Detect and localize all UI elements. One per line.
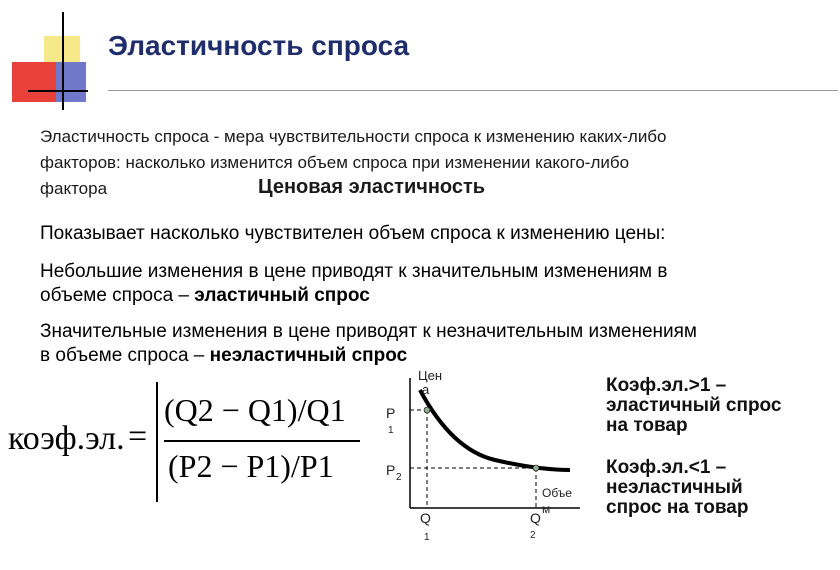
- ornament-vertical-line: [62, 12, 64, 110]
- paragraph-2-plain: объеме спроса –: [40, 285, 195, 306]
- p1-letter: P: [386, 405, 396, 421]
- slide-title: Эластичность спроса: [108, 30, 410, 61]
- paragraph-2-line-2: [40, 284, 810, 308]
- inelastic-note-line-1: Коэф.эл.<1 –: [606, 457, 727, 478]
- elastic-term: эластичный спрос: [194, 285, 370, 306]
- intro-line-1: Эластичность спроса - мера чувствительности спроса к изменению каких-либо: [40, 127, 667, 146]
- elastic-note-line-2: эластичный спрос: [606, 395, 782, 416]
- formula-equals: =: [128, 418, 148, 455]
- demand-graph: [380, 370, 590, 550]
- p1-index: 1: [388, 425, 394, 436]
- paragraph-3-line-1: Значительные изменения в цене приводят к незначительным изменениям: [40, 321, 697, 342]
- intro-line-2: факторов: насколько изменится объем спроса при изменении какого-либо: [40, 153, 630, 172]
- paragraph-3-plain: в объеме спроса –: [40, 345, 210, 366]
- subheading: Ценовая эластичность: [258, 176, 486, 198]
- paragraph-2-line-1: Небольшие изменения в цене приводят к значительным изменениям в: [40, 261, 668, 282]
- paragraph-3-line-2: [40, 344, 810, 368]
- formula-denominator: (P2 − P1)/P1: [168, 448, 334, 484]
- ornament-red-block: [12, 62, 56, 102]
- paragraph-3: [40, 320, 810, 368]
- q1-letter: Q: [420, 510, 431, 526]
- q1-index: 1: [424, 532, 430, 543]
- p2-letter: P: [386, 462, 396, 478]
- inelastic-term: неэластичный спрос: [209, 345, 408, 366]
- intro-line-3: фактора: [40, 179, 108, 198]
- q2-letter: Q: [530, 510, 541, 526]
- y-axis-label-1: Цен: [418, 368, 443, 383]
- ornament-horizontal-line: [28, 90, 88, 92]
- formula-vertical-bar: [156, 382, 158, 502]
- elastic-note-line-1: Коэф.эл.>1 –: [606, 375, 727, 396]
- formula-label: коэф.эл.: [8, 420, 125, 457]
- title-ornament: [0, 0, 100, 110]
- fraction-bar: [164, 440, 360, 442]
- y-axis-label-2: а: [422, 382, 430, 397]
- title-underline: [108, 90, 838, 91]
- formula-numerator: (Q2 − Q1)/Q1: [164, 392, 346, 428]
- inelastic-note: [606, 458, 748, 518]
- demand-curve: [420, 390, 570, 470]
- paragraph-1: Показывает насколько чувствителен объем спроса к изменению цены:: [40, 223, 666, 244]
- inelastic-note-line-2: неэластичный: [606, 477, 743, 498]
- inelastic-note-line-3: спрос на товар: [606, 497, 749, 518]
- x-axis-label-2: м: [542, 502, 551, 516]
- point-2: [533, 465, 539, 471]
- p2-index: 2: [396, 472, 402, 483]
- elastic-note: [606, 376, 781, 436]
- q2-index: 2: [530, 530, 536, 541]
- paragraph-2: [40, 260, 810, 308]
- elastic-note-line-3: на товар: [606, 415, 688, 436]
- x-axis-label-1: Объе: [542, 486, 572, 500]
- ornament-blue-block: [56, 62, 86, 102]
- point-1: [424, 407, 430, 413]
